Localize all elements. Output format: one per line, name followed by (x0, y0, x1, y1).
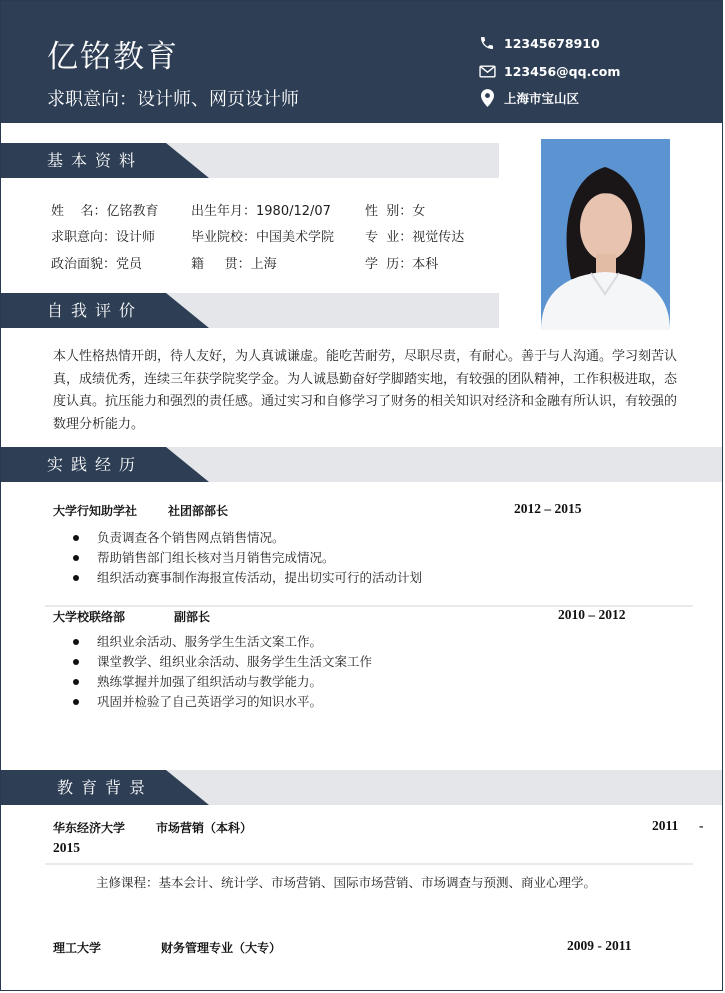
exp1-role: 社团部部长 (168, 504, 229, 518)
info-hometown: 籍 贯：上海 (191, 257, 277, 272)
info-birth: 出生年月：1980/12/07 (191, 204, 331, 219)
exp1-org: 大学行知助学社 (53, 504, 138, 518)
section-bar-basic (1, 143, 499, 178)
edu1-year-end: 2015 (53, 840, 80, 855)
list-item: 巩固并检验了自己英语学习的知识水平。 (73, 692, 372, 712)
info-gender: 性 别：女 (365, 204, 426, 219)
divider (45, 863, 693, 865)
email-row (477, 64, 620, 79)
location-pin-icon (477, 89, 497, 107)
list-item: 组织业余活动、服务学生生活文案工作。 (73, 632, 372, 652)
header-banner (1, 1, 723, 123)
info-school: 毕业院校：中国美术学院 (191, 230, 335, 245)
phone-text: 12345678910 (504, 35, 600, 51)
mail-icon (477, 65, 497, 78)
list-item: 熟练掌握并加强了组织活动与教学能力。 (73, 672, 372, 692)
exp2-org: 大学校联络部 (53, 610, 126, 624)
edu1-courses: 主修课程：基本会计、统计学、市场营销、国际市场营销、市场调查与预测、商业心理学。 (96, 875, 597, 890)
phone-row (477, 35, 600, 51)
info-objective: 求职意向：设计师 (51, 230, 156, 245)
section-bar-education (1, 770, 723, 805)
job-objective: 求职意向：设计师、网页设计师 (47, 89, 299, 110)
section-title-basic: 基本资料 (47, 151, 144, 170)
section-title-practice: 实践经历 (47, 455, 144, 474)
exp2-years: 2010 – 2012 (558, 607, 626, 622)
exp2-list (73, 632, 372, 712)
list-item: 组织活动赛事制作海报宣传活动，提出切实可行的活动计划 (73, 568, 422, 588)
list-item: 课堂教学、组织业余活动、服务学生生活文案工作 (73, 652, 372, 672)
edu1-school: 华东经济大学 (53, 821, 126, 835)
exp1-years: 2012 – 2015 (514, 501, 582, 516)
phone-icon (477, 35, 497, 51)
section-title-self: 自我评价 (47, 301, 144, 320)
section-title-education: 教育背景 (57, 778, 154, 797)
address-row (477, 89, 579, 107)
edu2-major: 财务管理专业（大专） (161, 941, 282, 955)
exp2-role: 副部长 (174, 610, 211, 624)
edu2-school: 理工大学 (53, 941, 102, 955)
list-item: 帮助销售部门组长核对当月销售完成情况。 (73, 548, 422, 568)
profile-photo (541, 139, 670, 330)
info-degree: 学 历：本科 (365, 257, 439, 272)
edu1-year-dash: - (699, 818, 704, 833)
edu1-major: 市场营销（本科） (156, 821, 253, 835)
profile-photo-illustration (541, 139, 670, 330)
exp1-list (73, 528, 422, 588)
section-bar-self (1, 293, 499, 328)
self-evaluation-text: 本人性格热情开朗，待人友好，为人真诚谦虚。能吃苦耐劳，尽职尽责，有耐心。善于与人沟通。学习刻苦认真，成绩优秀，连续三年获学院奖学金。为人诚恳勤奋好学脚踏实地，有较强的团队精神，工作积极进取，态度认真。抗压能力和强烈的责任感。通过实习和自修学习了财务的相关知识对经济和金融有所认识，有较强的数理分析能力。 (53, 349, 678, 432)
list-item: 负责调查各个销售网点销售情况。 (73, 528, 422, 548)
section-bar-practice (1, 447, 723, 482)
edu1-year-start: 2011 (652, 818, 679, 833)
edu2-years: 2009 - 2011 (567, 938, 632, 953)
email-text: 123456@qq.com (504, 64, 621, 79)
info-name: 姓 名：亿铭教育 (51, 204, 159, 219)
info-politics: 政治面貌：党员 (51, 257, 143, 272)
candidate-name: 亿铭教育 (47, 39, 179, 75)
address-text: 上海市宝山区 (504, 91, 580, 106)
info-major: 专 业：视觉传达 (365, 230, 465, 245)
